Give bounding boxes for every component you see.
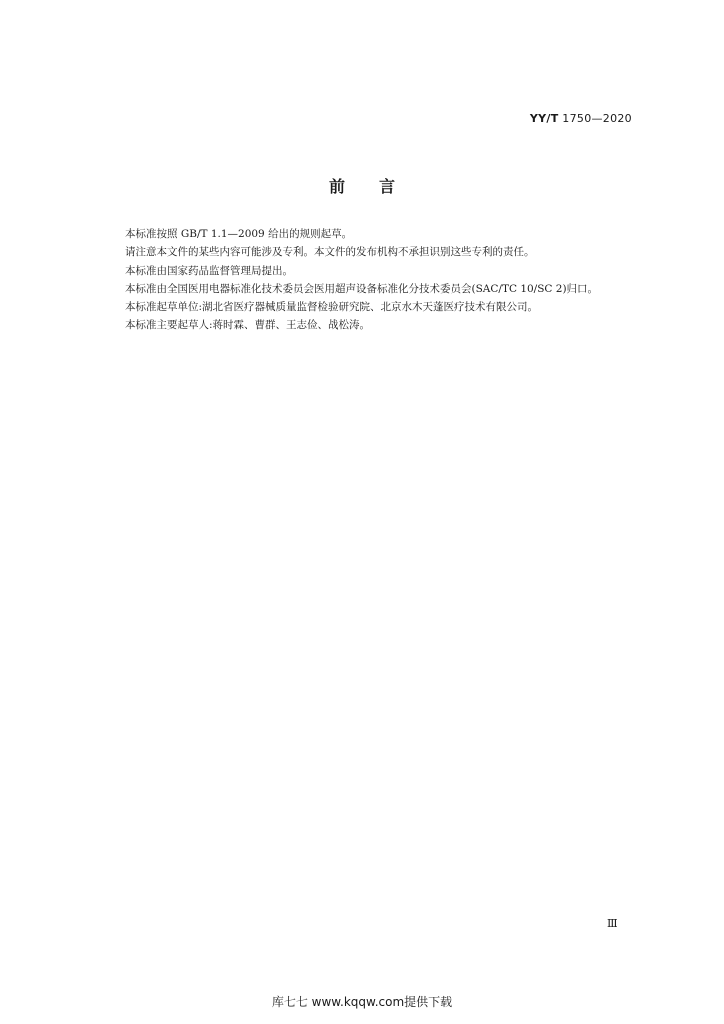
paragraph-responsible-committee: 本标准由全国医用电器标准化技术委员会医用超声设备标准化分技术委员会(SAC/TC 10/SC 2)归口。: [125, 282, 599, 295]
paragraph-drafting-units: 本标准起草单位:湖北省医疗器械质量监督检验研究院、北京水木天蓬医疗技术有限公司。: [125, 301, 539, 314]
standard-prefix: YY/T: [529, 112, 559, 125]
foreword-body: [104, 225, 634, 335]
standard-code: [530, 112, 632, 125]
standard-number: 1750—2020: [562, 112, 632, 125]
paragraph-main-drafters: 本标准主要起草人:蒋时霖、曹群、王志俭、战松涛。: [125, 319, 371, 332]
paragraph-patent-notice: 请注意本文件的某些内容可能涉及专利。本文件的发布机构不承担识别这些专利的责任。: [125, 246, 535, 259]
paragraph-drafting-rules: 本标准按照 GB/T 1.1—2009 给出的规则起草。: [125, 228, 353, 240]
page-title: 前言: [328, 177, 429, 196]
paragraph-proposer: 本标准由国家药品监督管理局提出。: [125, 264, 293, 277]
page-number: Ⅲ: [607, 917, 618, 930]
download-footer: 库七七 www.kqqw.com提供下载: [271, 995, 453, 1009]
